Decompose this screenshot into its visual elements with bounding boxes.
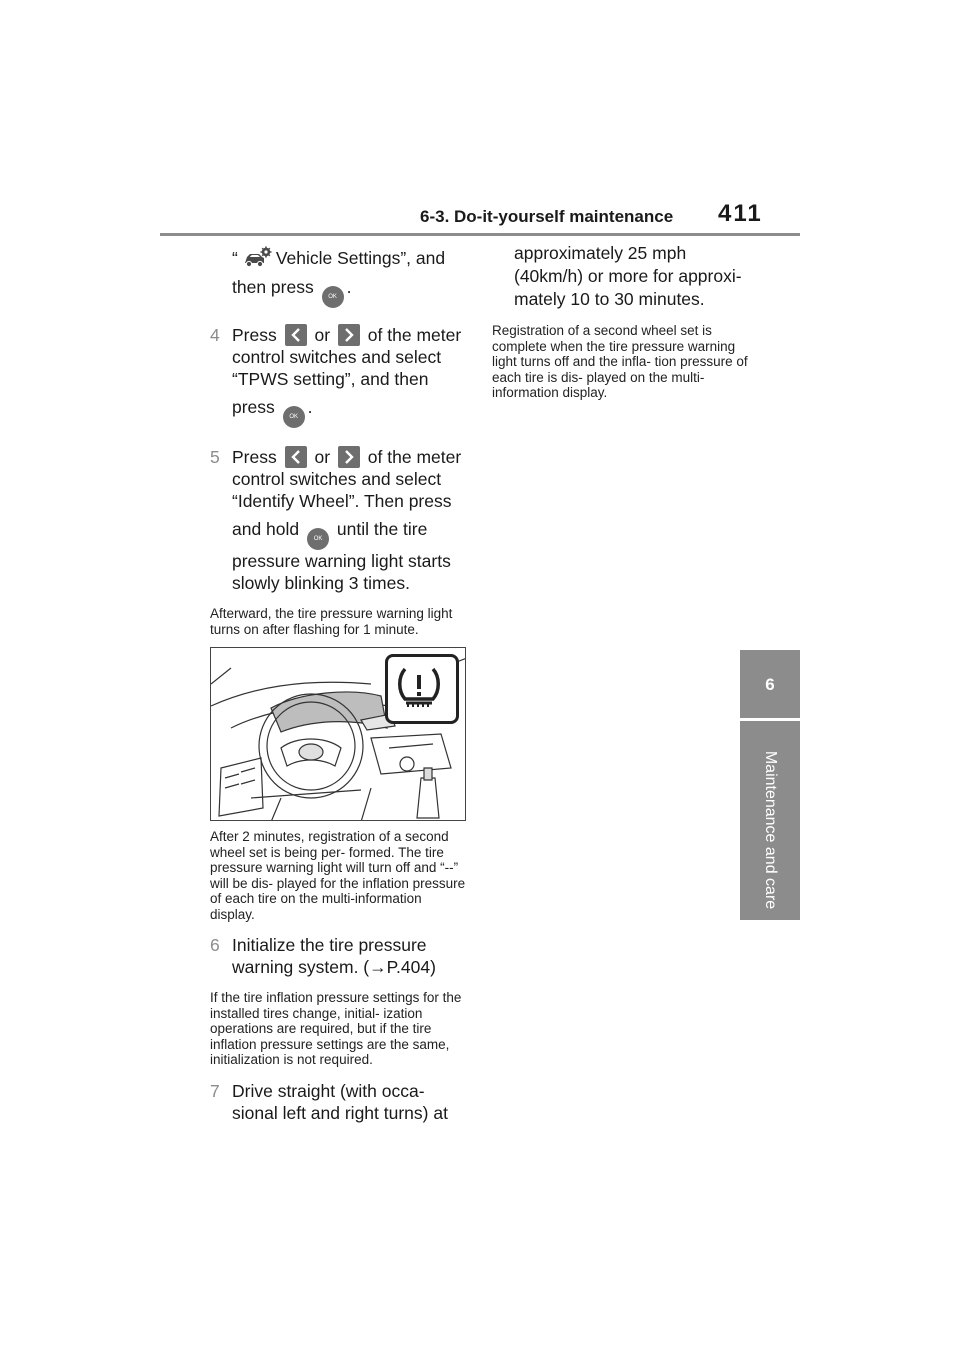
section-title: 6-3. Do-it-yourself maintenance (420, 207, 674, 226)
dashboard-illustration (210, 647, 466, 821)
step-7: 7 Drive straight (with occa- sional left and right turns) at (210, 1080, 448, 1123)
header-rule (160, 233, 800, 236)
step-number: 5 (210, 447, 220, 467)
step-number: 7 (210, 1080, 220, 1101)
step-6: 6 Initialize the tire pressure warning system. (→P.404) (210, 935, 436, 977)
step-number: 6 (210, 935, 220, 955)
note-initialization: If the tire inflation pressure settings for the installed tires change, initial- ization operations are required, but if the tire inflation pressure settings are the same, initialization is not required. (210, 990, 462, 1067)
chapter-number: 6 (740, 651, 800, 721)
page-reference-link[interactable]: →P.404) (369, 957, 436, 977)
chapter-label: Maintenance and care (762, 750, 779, 910)
left-arrow-icon (285, 446, 307, 468)
note-after-2-minutes: After 2 minutes, registration of a second wheel set is being per- formed. The tire pressure warning light will turn off and “--” will be dis- played for the inflation pressure of each tire on the multi-information display. (210, 829, 466, 922)
right-arrow-icon (338, 446, 360, 468)
step-7-continued: approximately 25 mph (40km/h) or more for approxi- mately 10 to 30 minutes. (514, 243, 742, 309)
note-afterward: Afterward, the tire pressure warning light turns on after flashing for 1 minute. (210, 606, 453, 637)
step-4: 4 Press or of the meter control switches and select “TPWS setting”, and then press OK . (210, 324, 470, 428)
note-registration-complete: Registration of a second wheel set is complete when the tire pressure warning light turns off and the infla- tion pressure of each tire is dis- played on the multi-information display. (492, 323, 748, 400)
right-arrow-icon (338, 324, 360, 346)
step-number: 4 (210, 325, 220, 345)
step-continuation: “ Vehicle Settings”, and then press OK . (210, 246, 470, 308)
car-settings-icon (242, 246, 272, 270)
right-column (492, 242, 752, 411)
ok-button-icon: OK (283, 406, 305, 428)
left-column (210, 242, 470, 1136)
tire-pressure-warning-icon (385, 654, 459, 724)
left-arrow-icon (285, 324, 307, 346)
ok-button-icon: OK (322, 286, 344, 308)
step-5: 5 Press or of the meter control switches and select “Identify Wheel”. Then press and hold OK until the tire pressure warning light starts slowly blinking 3 times. (210, 447, 462, 593)
arrow-right-icon: → (369, 957, 387, 977)
page-number: 411 (718, 200, 763, 227)
ok-button-icon: OK (307, 528, 329, 550)
